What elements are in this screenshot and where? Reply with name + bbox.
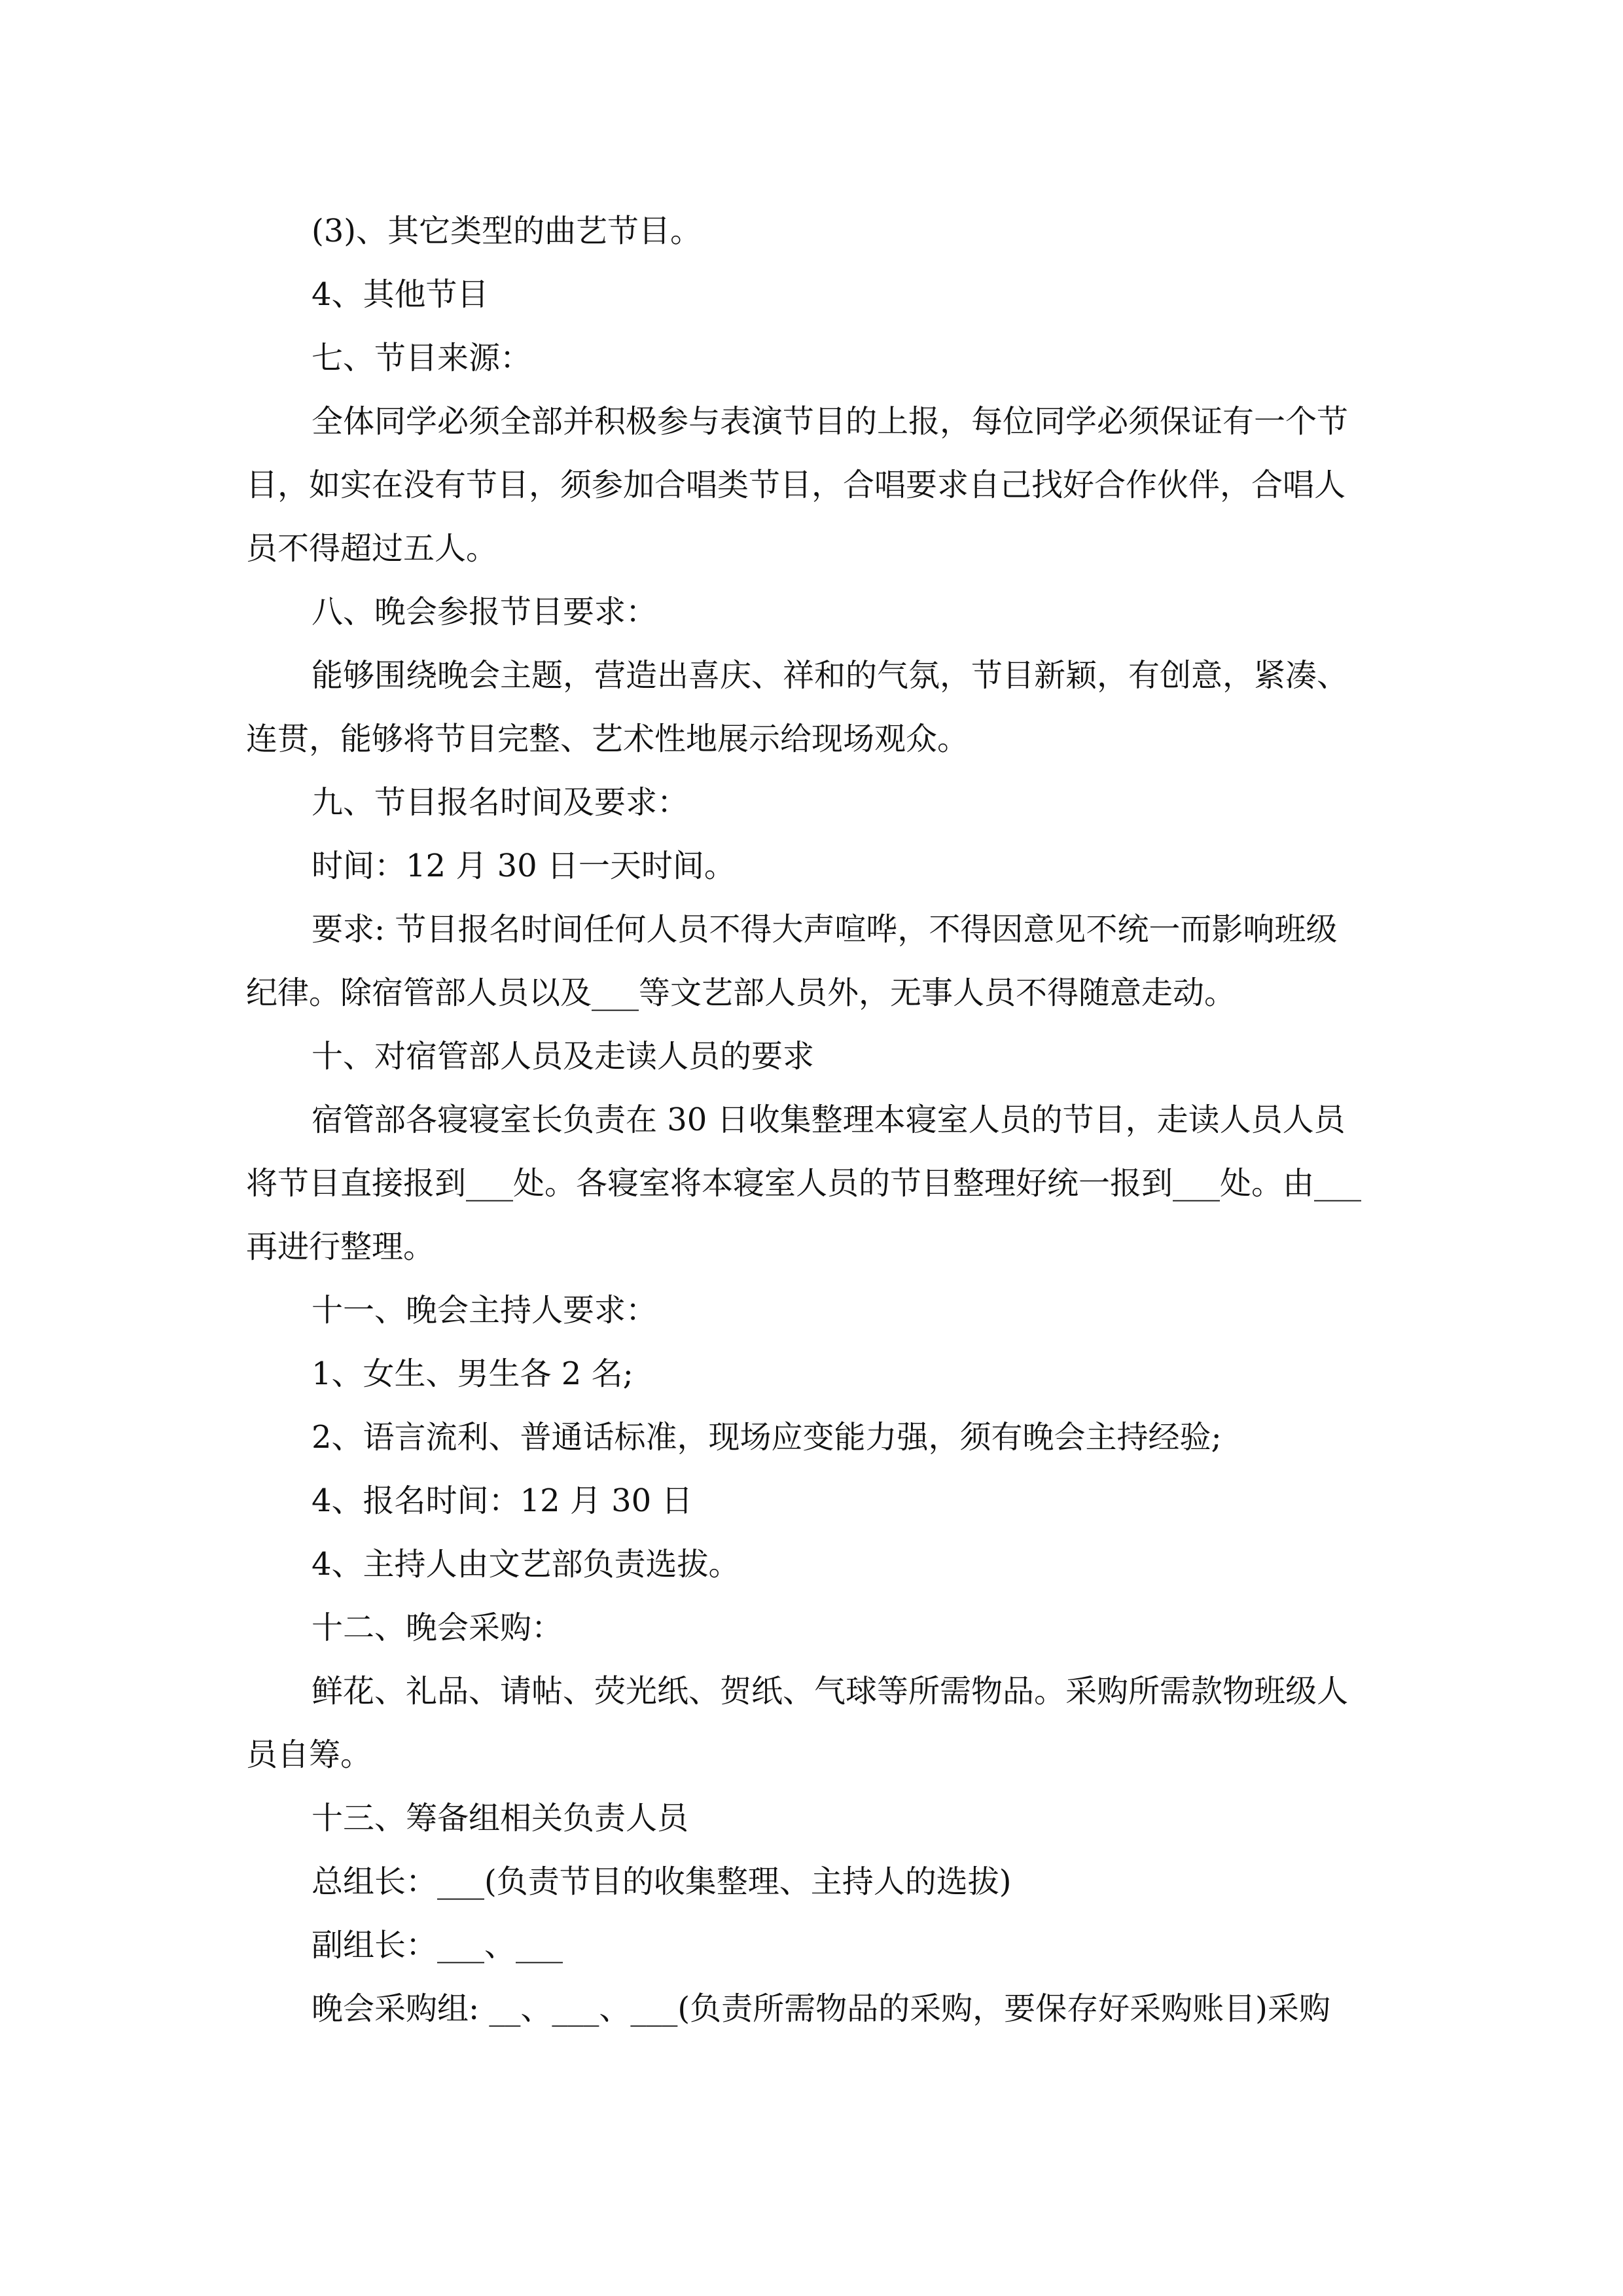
text-line: 员不得超过五人。: [246, 530, 498, 567]
text-line: 晚会采购组: __、___、___(负责所需物品的采购，要保存好采购账目)采购: [312, 1990, 1330, 2027]
text-line: 时间：12 月 30 日一天时间。: [312, 848, 736, 884]
text-line: 全体同学必须全部并积极参与表演节目的上报，每位同学必须保证有一个节: [312, 403, 1349, 440]
text-line: 4、其他节目: [312, 276, 489, 313]
text-line: 4、报名时间：12 月 30 日: [312, 1482, 693, 1519]
text-line: 十三、筹备组相关负责人员: [312, 1800, 689, 1837]
text-line: 纪律。除宿管部人员以及___等文艺部人员外，无事人员不得随意走动。: [246, 975, 1236, 1011]
text-line: 十二、晚会采购：: [312, 1609, 563, 1646]
text-line: 1、女生、男生各 2 名;: [312, 1355, 633, 1392]
text-line: 七、节目来源：: [312, 340, 532, 376]
text-line: 员自筹。: [246, 1736, 372, 1773]
text-line: 八、晚会参报节目要求：: [312, 594, 658, 630]
text-line: 4、主持人由文艺部负责选拔。: [312, 1546, 740, 1583]
text-line: 鲜花、礼品、请帖、荧光纸、贺纸、气球等所需物品。采购所需款物班级人: [312, 1673, 1349, 1710]
text-line: 将节目直接报到___处。各寝室将本寝室人员的节目整理好统一报到___处。由___: [246, 1165, 1362, 1202]
text-line: 目，如实在没有节目，须参加合唱类节目，合唱要求自己找好合作伙伴，合唱人: [246, 467, 1346, 503]
text-line: 总组长：___(负责节目的收集整理、主持人的选拔): [312, 1863, 1012, 1900]
text-line: 2、语言流利、普通话标准，现场应变能力强，须有晚会主持经验;: [312, 1419, 1222, 1456]
text-line: 十一、晚会主持人要求：: [312, 1292, 658, 1329]
text-line: 再进行整理。: [246, 1229, 435, 1265]
text-line: 要求: 节目报名时间任何人员不得大声喧哗，不得因意见不统一而影响班级: [312, 911, 1338, 948]
text-line: 十、对宿管部人员及走读人员的要求: [312, 1038, 815, 1075]
text-line: 副组长：___、___: [312, 1927, 563, 1964]
text-line: (3)、其它类型的曲艺节目。: [312, 213, 702, 249]
text-line: 九、节目报名时间及要求：: [312, 784, 689, 821]
text-line: 能够围绕晚会主题，营造出喜庆、祥和的气氛，节目新颖，有创意，紧凑、: [312, 657, 1349, 694]
text-line: 宿管部各寝寝室长负责在 30 日收集整理本寝室人员的节目，走读人员人员: [312, 1102, 1346, 1138]
text-line: 连贯，能够将节目完整、艺术性地展示给现场观众。: [246, 721, 969, 757]
document-body: [246, 200, 1385, 2041]
